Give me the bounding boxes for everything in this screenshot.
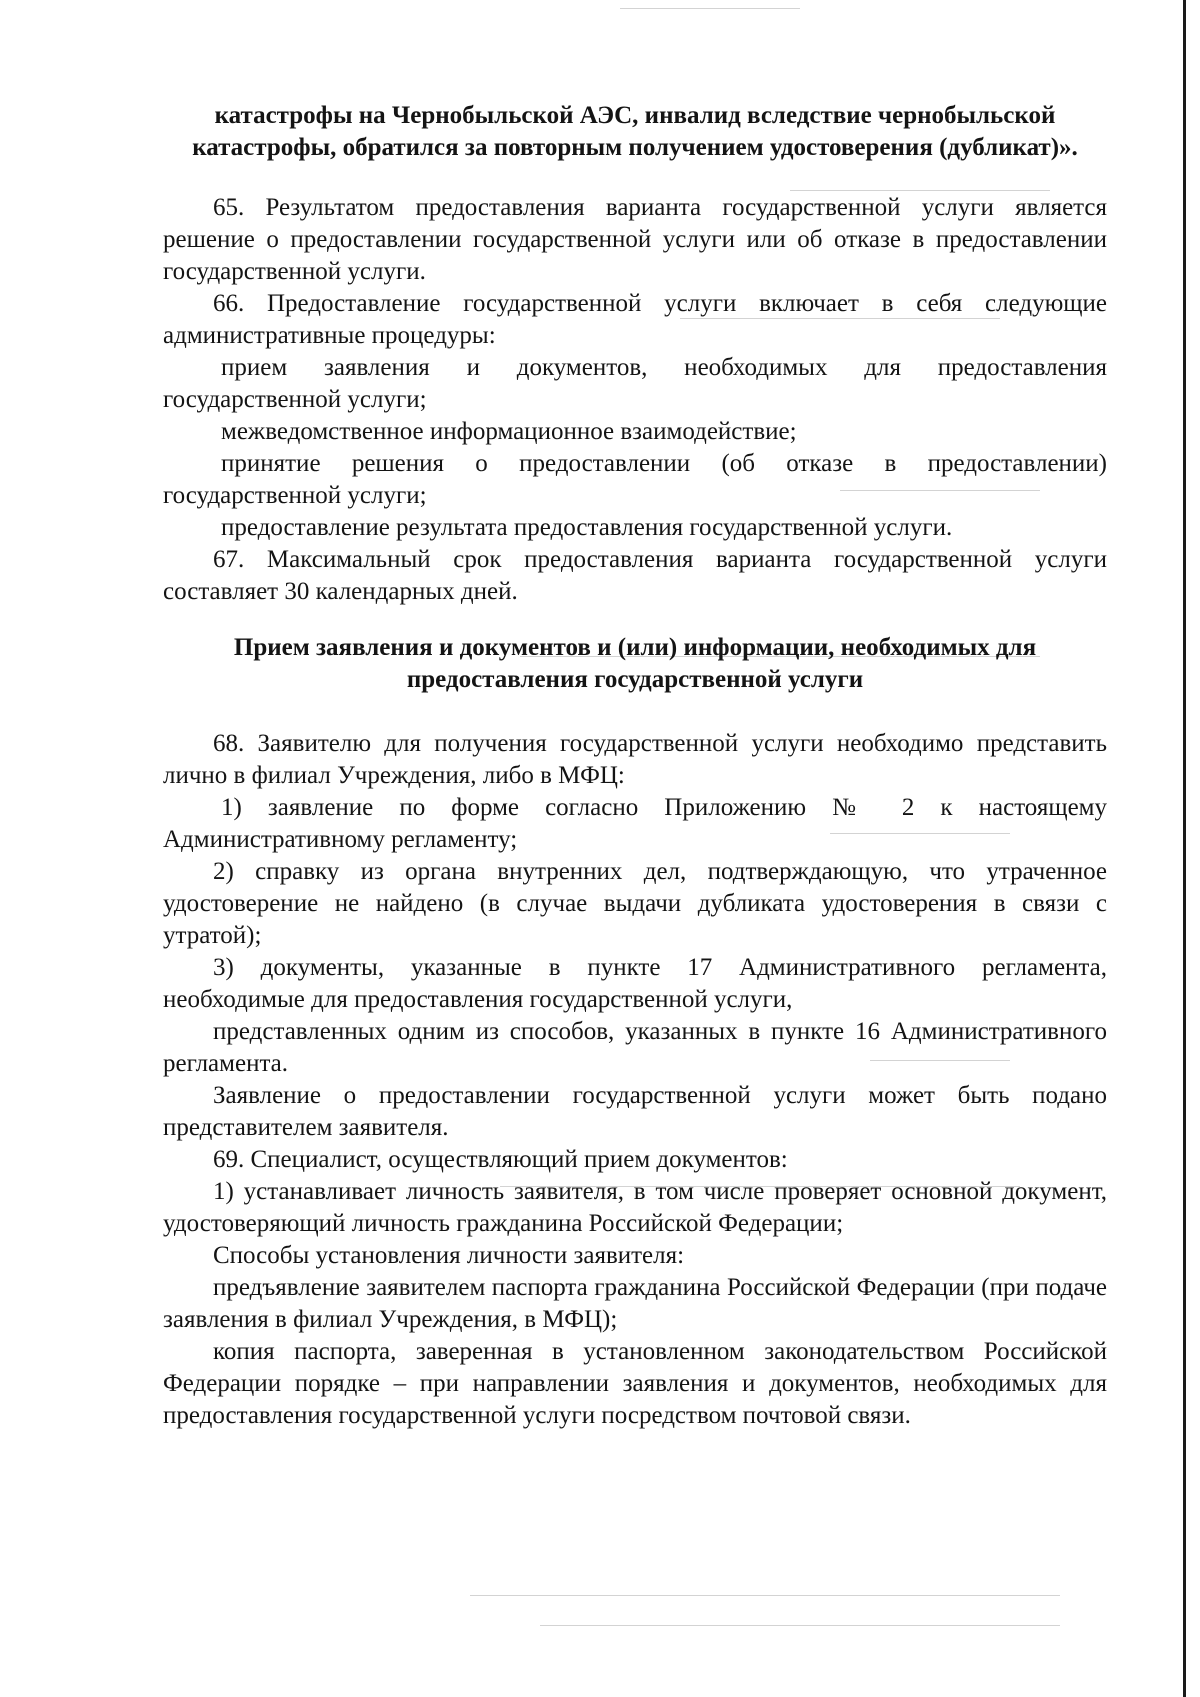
paragraph-65: 65. Результатом предоставления варианта государственной услуги является решение о предоставлении государственной услуги или об отказе в предоставлении государственной услуги. [163,194,1107,285]
scan-edge-line [1183,0,1186,1697]
procedure-item: предоставление результата предоставления государственной услуги. [221,514,953,541]
paragraph-66: 66. Предоставление государственной услуги включает в себя следующие административные процедуры: [163,290,1107,349]
paragraph-text: Заявление о предоставлении государственной услуги может быть подано представителем заявителя. [163,1082,1107,1141]
list-item: 3) документы, указанные в пункте 17 Административного регламента, необходимые для предоставления государственной услуги, [163,954,1107,1013]
paragraph-68: 68. Заявителю для получения государственной услуги необходимо представить лично в филиал Учреждения, либо в МФЦ: [163,730,1107,789]
procedure-item: принятие решения о предоставлении (об отказе в предоставлении) государственной услуги; [163,450,1107,509]
list-item: предъявление заявителем паспорта гражданина Российской Федерации (при подаче заявления в филиал Учреждения, в МФЦ); [163,1274,1107,1333]
procedure-item: прием заявления и документов, необходимых для предоставления государственной услуги; [163,354,1107,413]
list-item: 1) устанавливает личность заявителя, в том числе проверяет основной документ, удостоверяющий личность гражданина Российской Федерации; [163,1178,1107,1237]
scan-noise [620,8,800,9]
scan-noise [470,1595,1060,1596]
list-item: 1) заявление по форме согласно Приложению № 2 к настоящему Административному регламенту; [163,794,1107,853]
section-heading: Прием заявления и документов и (или) информации, необходимых для предоставления государственной услуги [233,634,1037,693]
scan-noise [540,1625,1060,1626]
paragraph-text: Способы установления личности заявителя: [213,1242,685,1269]
procedure-item: межведомственное информационное взаимодействие; [221,418,797,445]
list-item: копия паспорта, заверенная в установленном законодательством Российской Федерации порядке – при направлении заявления и документов, необходимых для предоставления государственной услуги посредством почтовой связи. [163,1338,1107,1429]
document-body [163,100,1107,1432]
intro-heading: катастрофы на Чернобыльской АЭС, инвалид вследствие чернобыльской катастрофы, обратился за повторным получением удостоверения (дубликат)». [192,102,1078,161]
list-item: представленных одним из способов, указанных в пункте 16 Административного регламента. [163,1018,1107,1077]
list-item: 2) справку из органа внутренних дел, подтверждающую, что утраченное удостоверение не найдено (в случае выдачи дубликата удостоверения в связи с утратой); [163,858,1107,949]
paragraph-69: 69. Специалист, осуществляющий прием документов: [213,1146,788,1173]
paragraph-67: 67. Максимальный срок предоставления варианта государственной услуги составляет 30 календарных дней. [163,546,1107,605]
